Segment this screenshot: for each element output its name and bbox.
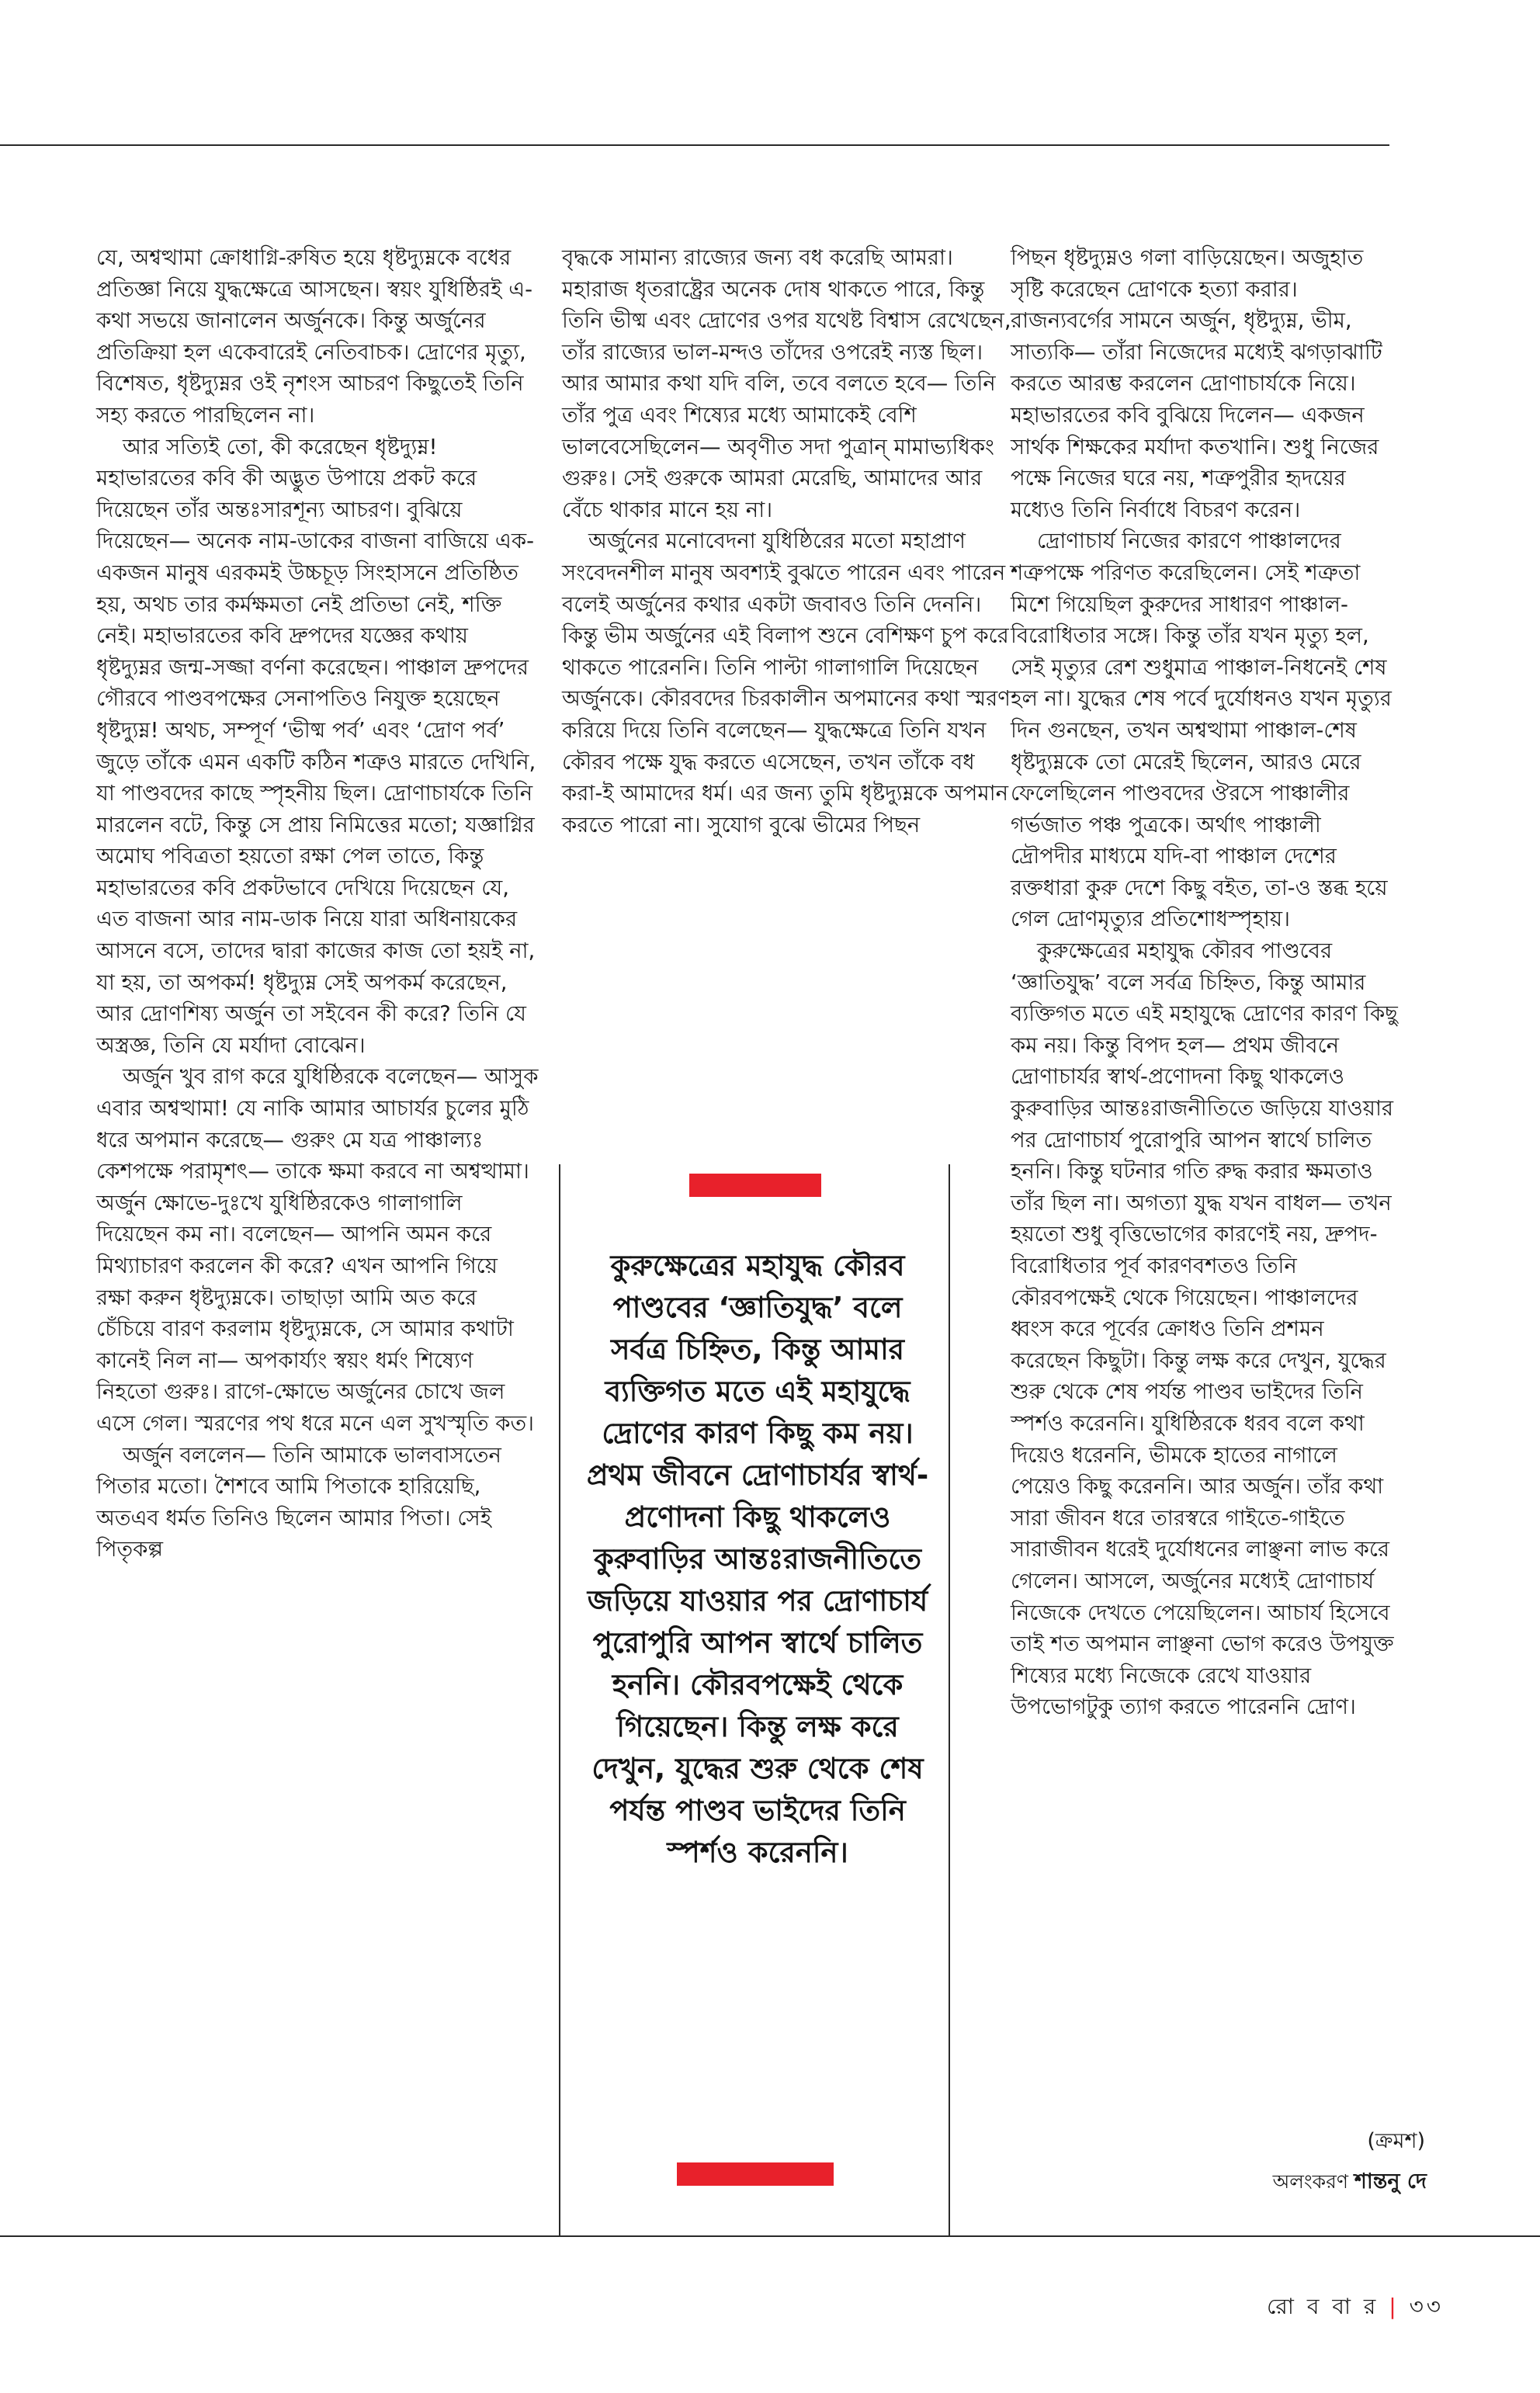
series-note: (ক্রমশ) bbox=[1367, 2129, 1425, 2153]
pull-quote-top-bar bbox=[689, 1174, 821, 1197]
footer-separator: | bbox=[1389, 2294, 1400, 2319]
paragraph: যে, অশ্বত্থামা ক্রোধাগ্নি-রুষিত হয়ে ধৃষ্টদ্যুম্নকে বধের প্রতিজ্ঞা নিয়ে যুদ্ধক্ষেত্রে আসছেন। স্বয়ং যুধিষ্ঠিরই এ-কথা সভয়ে জানালেন অর্জুনকে। কিন্তু অর্জুনের প্রতিক্রিয়া হল একেবারেই নেতিবাচক। দ্রোণের মৃত্যু, বিশেষত, ধৃষ্টদ্যুম্নর ওই নৃশংস আচরণ কিছুতেই তিনি সহ্য করতে পারছিলেন না। bbox=[96, 245, 533, 428]
paragraph: দ্রোণাচার্য নিজের কারণে পাঞ্চালদের শত্রুপক্ষে পরিণত করেছিলেন। সেই শত্রুতা মিশে গিয়েছিল কুরুদের সাধারণ পাঞ্চাল-বিরোধিতার সঙ্গে। কিন্তু তাঁর যখন মৃত্যু হল, সেই মৃত্যুর রেশ শুধুমাত্র পাঞ্চাল-নিধনেই শেষ হল না। যুদ্ধের শেষ পর্বে দুর্যোধনও যখন মৃত্যুর দিন গুনছেন, তখন অশ্বত্থামা পাঞ্চাল-শেষ ধৃষ্টদ্যুম্নকে তো মেরেই ছিলেন, আরও মেরে ফেলেছিলেন পাণ্ডবদের ঔরসে পাঞ্চালীর গর্ভজাত পঞ্চ পুত্রকে। অর্থাৎ পাঞ্চালী দ্রৌপদীর মাধ্যমে যদি-বা পাঞ্চাল দেশের রক্তধারা কুরু দেশে কিছু বইত, তা-ও স্তব্ধ হয়ে গেল দ্রোণমৃত্যুর প্রতিশোধস্পৃহায়। bbox=[1011, 529, 1392, 932]
illustrator-name: শান্তনু দে bbox=[1354, 2169, 1427, 2194]
illustration-credit bbox=[1273, 2166, 1427, 2201]
pull-quote: কুরুক্ষেত্রের মহাযুদ্ধ কৌরব পাণ্ডবের ‘জ্ঞাতিযুদ্ধ’ বলে সর্বত্র চিহ্নিত, কিন্তু আমার ব্যক্তিগত মতে এই মহাযুদ্ধে দ্রোণের কারণ কিছু কম নয়। প্রথম জীবনে দ্রোণাচার্যর স্বার্থ-প্রণোদনা কিছু থাকলেও কুরুবাড়ির আন্তঃরাজনীতিতে জড়িয়ে যাওয়ার পর দ্রোণাচার্য পুরোপুরি আপন স্বার্থে চালিত হননি। কৌরবপক্ষেই থেকে গিয়েছেন। কিন্তু লক্ষ করে দেখুন, যুদ্ধের শুরু থেকে শেষ পর্যন্ত পাণ্ডব ভাইদের তিনি স্পর্শও করেননি। bbox=[586, 1249, 929, 1869]
article-column-1 bbox=[96, 242, 539, 1566]
page-footer bbox=[1267, 2290, 1444, 2326]
top-rule bbox=[0, 144, 1389, 146]
paragraph: অর্জুন বললেন— তিনি আমাকে ভালবাসতেন পিতার মতো। শৈশবে আমি পিতাকে হারিয়েছি, অতএব ধর্মত তিনিও ছিলেন আমার পিতা। সেই পিতৃকল্প bbox=[96, 1442, 501, 1562]
paragraph: আর সত্যিই তো, কী করেছেন ধৃষ্টদ্যুম্ন! মহাভারতের কবি কী অদ্ভুত উপায়ে প্রকট করে দিয়েছেন তাঁর অন্তঃসারশূন্য আচরণ। বুঝিয়ে দিয়েছেন— অনেক নাম-ডাকের বাজনা বাজিয়ে এক-একজন মানুষ এরকমই উচ্চচূড় সিংহাসনে প্রতিষ্ঠিত হয়, অথচ তার কর্মক্ষমতা নেই প্রতিভা নেই, শক্তি নেই। মহাভারতের কবি দ্রুপদের যজ্ঞের কথায় ধৃষ্টদ্যুম্নর জন্ম-সজ্জা বর্ণনা করেছেন। পাঞ্চাল দ্রুপদের গৌরবে পাণ্ডবপক্ষের সেনাপতিও নিযুক্ত হয়েছেন ধৃষ্টদ্যুম্ন! অথচ, সম্পূর্ণ ‘ভীষ্ম পর্ব’ এবং ‘দ্রোণ পর্ব’ জুড়ে তাঁকে এমন একটি কঠিন শত্রুও মারতে দেখিনি, যা পাণ্ডবদের কাছে স্পৃহনীয় ছিল। দ্রোণাচার্যকে তিনি মারলেন বটে, কিন্তু সে প্রায় নিমিত্তের মতো; যজ্ঞাগ্নির অমোঘ পবিত্রতা হয়তো রক্ষা পেল তাতে, কিন্তু মহাভারতের কবি প্রকটভাবে দেখিয়ে দিয়েছেন যে, এত বাজনা আর নাম-ডাক নিয়ে যারা অধিনায়কের আসনে বসে, তাদের দ্বারা কাজের কাজ তো হয়ই না, যা হয়, তা অপকর্ম! ধৃষ্টদ্যুম্ন সেই অপকর্ম করেছেন, আর দ্রোণশিষ্য অর্জুন তা সইবেন কী করে? তিনি যে অস্ত্রজ্ঞ, তিনি যে মর্যাদা বোঝেন। bbox=[96, 434, 536, 1058]
paragraph: পিছন ধৃষ্টদ্যুম্নও গলা বাড়িয়েছেন। অজুহাত সৃষ্টি করেছেন দ্রোণকে হত্যা করার। রাজন্যবর্গের সামনে অর্জুন, ধৃষ্টদ্যুম্ন, ভীম, সাত্যকি— তাঁরা নিজেদের মধ্যেই ঝগড়াঝাটি করতে আরম্ভ করলেন দ্রোণাচার্যকে নিয়ে। মহাভারতের কবি বুঝিয়ে দিলেন— একজন সার্থক শিক্ষকের মর্যাদা কতখানি। শুধু নিজের পক্ষে নিজের ঘরে নয়, শত্রুপুরীর হৃদয়ের মধ্যেও তিনি নির্বাধে বিচরণ করেন। bbox=[1011, 245, 1382, 522]
bottom-rule bbox=[0, 2235, 1540, 2237]
article-column-2 bbox=[562, 242, 1012, 841]
paragraph: কুরুক্ষেত্রের মহাযুদ্ধ কৌরব পাণ্ডবের ‘জ্ঞাতিযুদ্ধ’ বলে সর্বত্র চিহ্নিত, কিন্তু আমার ব্যক্তিগত মতে এই মহাযুদ্ধে দ্রোণের কারণ কিছু কম নয়। কিন্তু বিপদ হল— প্রথম জীবনে দ্রোণাচার্যর স্বার্থ-প্রণোদনা কিছু থাকলেও কুরুবাড়ির আন্তঃরাজনীতিতে জড়িয়ে যাওয়ার পর দ্রোণাচার্য পুরোপুরি আপন স্বার্থে চালিত হননি। কিন্তু ঘটনার গতি রুদ্ধ করার ক্ষমতাও তাঁর ছিল না। অগত্যা যুদ্ধ যখন বাধল— তখন হয়তো শুধু বৃত্তিভোগের কারণেই নয়, দ্রুপদ-বিরোধিতার পূর্ব কারণবশতও তিনি কৌরবপক্ষেই থেকে গিয়েছেন। পাঞ্চালদের ধ্বংস করে পূর্বের ক্রোধও তিনি প্রশমন করেছেন কিছুটা। কিন্তু লক্ষ করে দেখুন, যুদ্ধের শুরু থেকে শেষ পর্যন্ত পাণ্ডব ভাইদের তিনি স্পর্শও করেননি। যুধিষ্ঠিরকে ধরব বলে কথা দিয়েও ধরেননি, ভীমকে হাতের নাগালে পেয়েও কিছু করেননি। আর অর্জুন। তাঁর কথা সারা জীবন ধরে তারস্বরে গাইতে-গাইতে সারাজীবন ধরেই দুর্যোধনের লাঞ্ছনা লাভ করে গেলেন। আসলে, অর্জুনের মধ্যেই দ্রোণাচার্য নিজেকে দেখতে পেয়েছিলেন। আচার্য হিসেবে তাই শত অপমান লাঞ্ছনা ভোগ করেও উপযুক্ত শিষ্যের মধ্যে নিজেকে রেখে যাওয়ার উপভোগটুকু ত্যাগ করতে পারেননি দ্রোণ। bbox=[1011, 938, 1398, 1720]
pull-quote-bottom-bar bbox=[677, 2162, 834, 2186]
paragraph: অর্জুন খুব রাগ করে যুধিষ্ঠিরকে বলেছেন— আসুক এবার অশ্বত্থামা! যে নাকি আমার আচার্যর চুলের মুঠি ধরে অপমান করেছে— গুরুং মে যত্র পাঞ্চাল্যঃ কেশপক্ষে পরামৃশৎ— তাকে ক্ষমা করবে না অশ্বত্থামা। অর্জুন ক্ষোভে-দুঃখে যুধিষ্ঠিরকেও গালাগালি দিয়েছেন কম না। বলেছেন— আপনি অমন করে মিথ্যাচারণ করলেন কী করে? এখন আপনি গিয়ে রক্ষা করুন ধৃষ্টদ্যুম্নকে। তাছাড়া আমি অত করে চেঁচিয়ে বারণ করলাম ধৃষ্টদ্যুম্নকে, সে আমার কথাটা কানেই নিল না— অপকার্য্যং স্বয়ং ধর্মং শিষ্যেণ নিহতো গুরুঃ। রাগে-ক্ষোভে অর্জুনের চোখে জল এসে গেল। স্মরণের পথ ধরে মনে এল সুখস্মৃতি কত। bbox=[96, 1064, 539, 1436]
article-column-3 bbox=[1011, 242, 1399, 1723]
column-divider-left bbox=[559, 1164, 560, 2235]
paragraph: অর্জুনের মনোবেদনা যুধিষ্ঠিরের মতো মহাপ্রাণ সংবেদনশীল মানুষ অবশ্যই বুঝতে পারেন এবং পারেন বলেই অর্জুনের কথার একটা জবাবও তিনি দেননি। কিন্তু ভীম অর্জুনের এই বিলাপ শুনে বেশিক্ষণ চুপ করে থাকতে পারেননি। তিনি পাল্টা গালাগালি দিয়েছেন অর্জুনকে। কৌরবদের চিরকালীন অপমানের কথা স্মরণ করিয়ে দিয়ে তিনি বলেছেন— যুদ্ধক্ষেত্রে তিনি যখন কৌরব পক্ষে যুদ্ধ করতে এসেছেন, তখন তাঁকে বধ করা-ই আমাদের ধর্ম। এর জন্য তুমি ধৃষ্টদ্যুম্নকে অপমান করতে পারো না। সুযোগ বুঝে ভীমের পিছন bbox=[562, 529, 1011, 838]
illustration-label: অলংকরণ bbox=[1272, 2170, 1348, 2193]
paragraph: বৃদ্ধকে সামান্য রাজ্যের জন্য বধ করেছি আমরা। মহারাজ ধৃতরাষ্ট্রের অনেক দোষ থাকতে পারে, কিন্তু তিনি ভীষ্ম এবং দ্রোণের ওপর যথেষ্ট বিশ্বাস রেখেছেন, তাঁর রাজ্যের ভাল-মন্দও তাঁদের ওপরেই ন্যস্ত ছিল। আর আমার কথা যদি বলি, তবে বলতে হবে— তিনি তাঁর পুত্র এবং শিষ্যের মধ্যে আমাকেই বেশি ভালবেসেছিলেন— অবৃণীত সদা পুত্রান্ মামাভ্যধিকং গুরুঃ। সেই গুরুকে আমরা মেরেছি, আমাদের আর বেঁচে থাকার মানে হয় না। bbox=[562, 245, 1011, 522]
magazine-name: রো ব বা র bbox=[1267, 2294, 1379, 2319]
page-number: ৩৩ bbox=[1409, 2294, 1444, 2319]
column-divider-right bbox=[949, 1164, 950, 2235]
